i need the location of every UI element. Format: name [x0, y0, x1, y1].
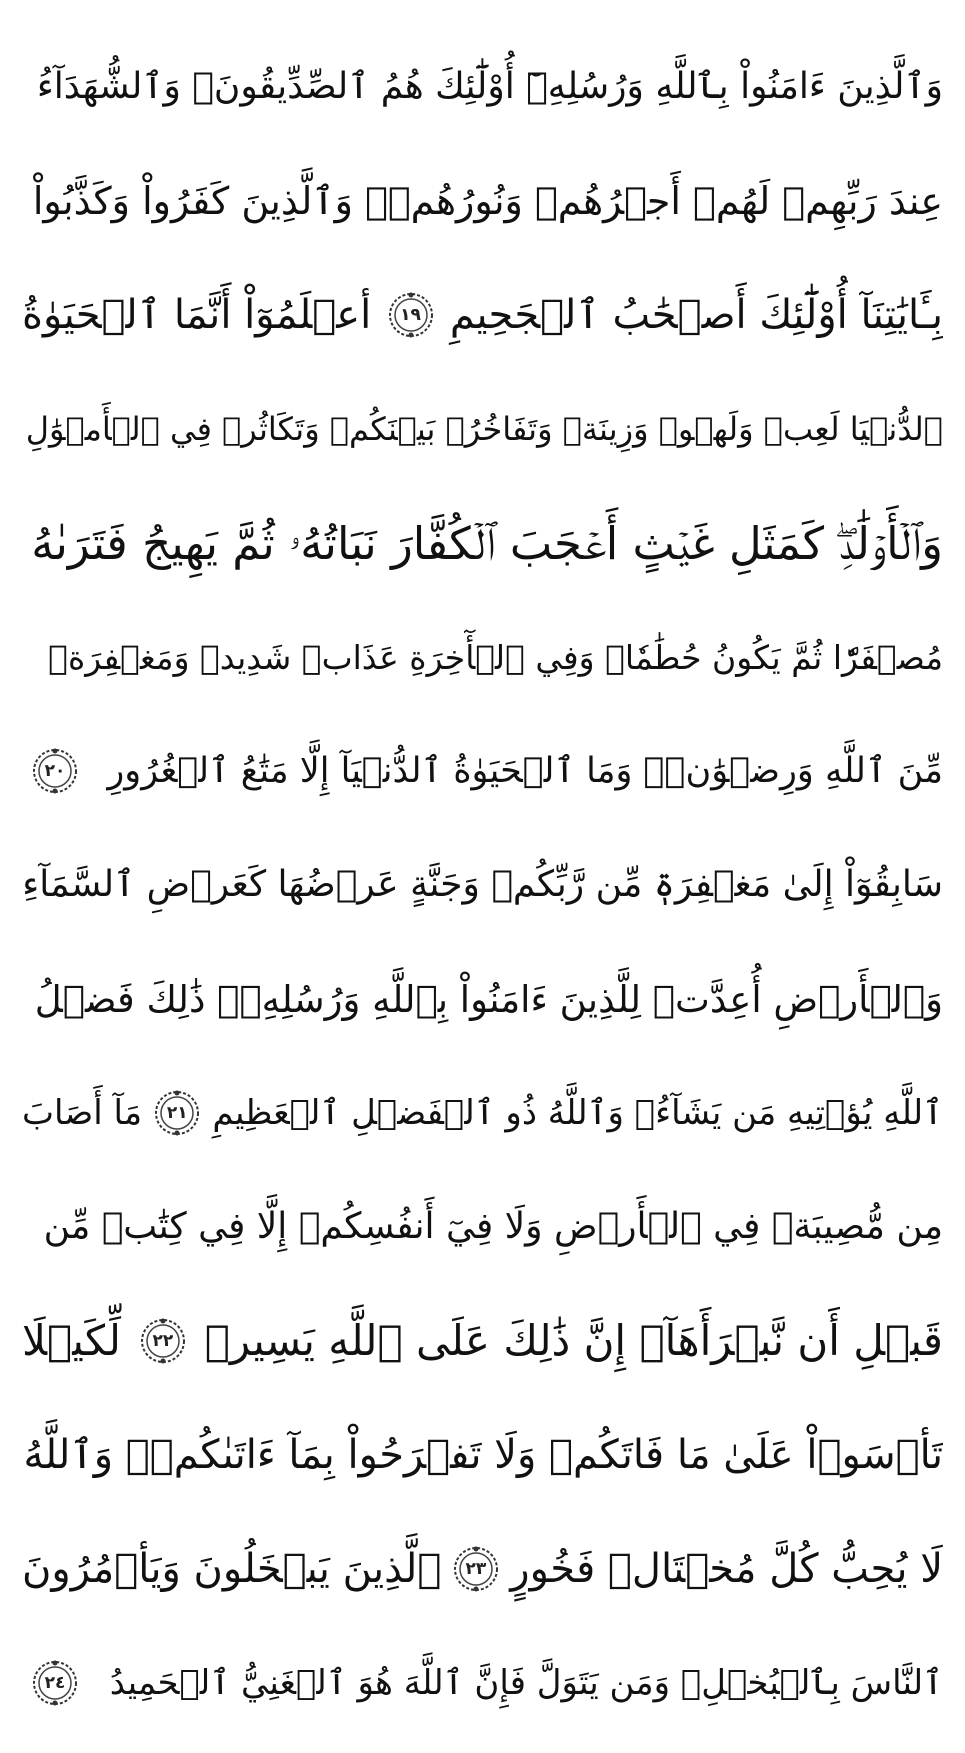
verse-line [22, 144, 943, 258]
verse-text: مُصۡفَرّٗا ثُمَّ يَكُونُ حُطَٰمٗاۖ وَفِي ٱلۡأٓخِرَةِ عَذَابٞ شَدِيدٞ وَمَغۡفِرَةٞ [48, 637, 943, 677]
verse-line [22, 258, 943, 372]
verse-line [22, 1512, 943, 1626]
verse-text: قَبۡلِ أَن نَّبۡرَأَهَآۚ إِنَّ ذَٰلِكَ عَلَى ٱللَّهِ يَسِيرٞ [204, 1316, 943, 1365]
verse-number-marker [32, 748, 78, 794]
verse-line [22, 942, 943, 1056]
verse-text: أعۡلَمُوٓاْ أَنَّمَا ٱلۡحَيَوٰةُ [22, 292, 372, 338]
verse-text: لَا يُحِبُّ كُلَّ مُخۡتَالٖ فَخُورٍ [510, 1546, 943, 1592]
verse-number-marker [154, 1090, 200, 1136]
verse-line [22, 372, 943, 486]
verse-text: ٱلنَّاسَ بِٱلۡبُخۡلِۗ وَمَن يَتَوَلَّ فَإِنَّ ٱللَّهَ هُوَ ٱلۡغَنِيُّ ٱلۡحَمِيدُ [109, 1663, 943, 1703]
verse-number: ٢٠ [44, 760, 66, 781]
verse-line [22, 30, 943, 144]
verse-number-marker [453, 1546, 499, 1592]
verse-number-marker [32, 1660, 78, 1706]
verse-text: ٱللَّهِ يُؤۡتِيهِ مَن يَشَآءُۚ وَٱللَّهُ ذُو ٱلۡفَضۡلِ ٱلۡعَظِيمِ [212, 1093, 943, 1133]
verse-line [22, 1284, 943, 1398]
verse-number: ١٩ [400, 304, 421, 325]
verse-text: مِن مُّصِيبَةٖ فِي ٱلۡأَرۡضِ وَلَا فِيٓ أَنفُسِكُمۡ إِلَّا فِي كِتَٰبٖ مِّن [43, 1206, 943, 1247]
verse-text: وَٱلَّذِينَ ءَامَنُواْ بِٱللَّهِ وَرُسُلِهِۦٓ أُوْلَٰٓئِكَ هُمُ ٱلصِّدِّيقُونَۖ وَٱلشُّهَدَآءُ [36, 66, 943, 107]
verse-number: ٢٤ [44, 1672, 66, 1693]
verse-number: ٢٣ [465, 1558, 487, 1579]
verse-text: بِـَٔايَٰتِنَآ أُوْلَٰٓئِكَ أَصۡحَٰبُ ٱلۡجَحِيمِ [449, 292, 943, 338]
verse-text: مَآ أَصَابَ [22, 1093, 143, 1133]
verse-line [22, 1626, 943, 1740]
verse-number-marker [388, 292, 434, 338]
verse-number: ٢٢ [152, 1330, 174, 1351]
verse-line [22, 600, 943, 714]
verse-text: وَٱلۡأَرۡضِ أُعِدَّتۡ لِلَّذِينَ ءَامَنُواْ بِٱللَّهِ وَرُسُلِهِۦۚ ذَٰلِكَ فَضۡلُ [34, 977, 943, 1021]
verse-line [22, 486, 943, 600]
verse-lines [22, 30, 943, 1740]
verse-text: مِّنَ ٱللَّهِ وَرِضۡوَٰنٞۚ وَمَا ٱلۡحَيَوٰةُ ٱلدُّنۡيَآ إِلَّا مَتَٰعُ ٱلۡغُرُورِ [107, 750, 943, 791]
verse-number-marker [140, 1318, 186, 1364]
verse-text: وَٱلۡأَوۡلَٰدِۖ كَمَثَلِ غَيۡثٍ أَعۡجَبَ ٱلۡكُفَّارَ نَبَاتُهُۥ ثُمَّ يَهِيجُ فَتَرَىٰهُ [31, 516, 943, 570]
verse-text: تَأۡسَوۡاْ عَلَىٰ مَا فَاتَكُمۡ وَلَا تَفۡرَحُواْ بِمَآ ءَاتَىٰكُمۡۗ وَٱللَّهُ [23, 1432, 943, 1478]
verse-text: لِّكَيۡلَا [22, 1316, 121, 1365]
verse-text: ٱلدُّنۡيَا لَعِبٞ وَلَهۡوٞ وَزِينَةٞ وَتَفَاخُرُۢ بَيۡنَكُمۡ وَتَكَاثُرٞ فِي ٱلۡأَمۡوَٰلِ [25, 410, 943, 448]
verse-line [22, 1056, 943, 1170]
verse-line [22, 714, 943, 828]
verse-number: ٢١ [166, 1102, 188, 1123]
verse-text: ٱلَّذِينَ يَبۡخَلُونَ وَيَأۡمُرُونَ [22, 1546, 442, 1592]
verse-text: سَابِقُوٓاْ إِلَىٰ مَغۡفِرَةٖ مِّن رَّبِّكُمۡ وَجَنَّةٍ عَرۡضُهَا كَعَرۡضِ ٱلسَّمَآءِ [22, 864, 943, 905]
verse-line [22, 1170, 943, 1284]
verse-text: عِندَ رَبِّهِمۡ لَهُمۡ أَجۡرُهُمۡ وَنُورُهُمۡۖ وَٱلَّذِينَ كَفَرُواْ وَكَذَّبُواْ [32, 179, 943, 223]
verse-line [22, 828, 943, 942]
verse-line [22, 1398, 943, 1512]
